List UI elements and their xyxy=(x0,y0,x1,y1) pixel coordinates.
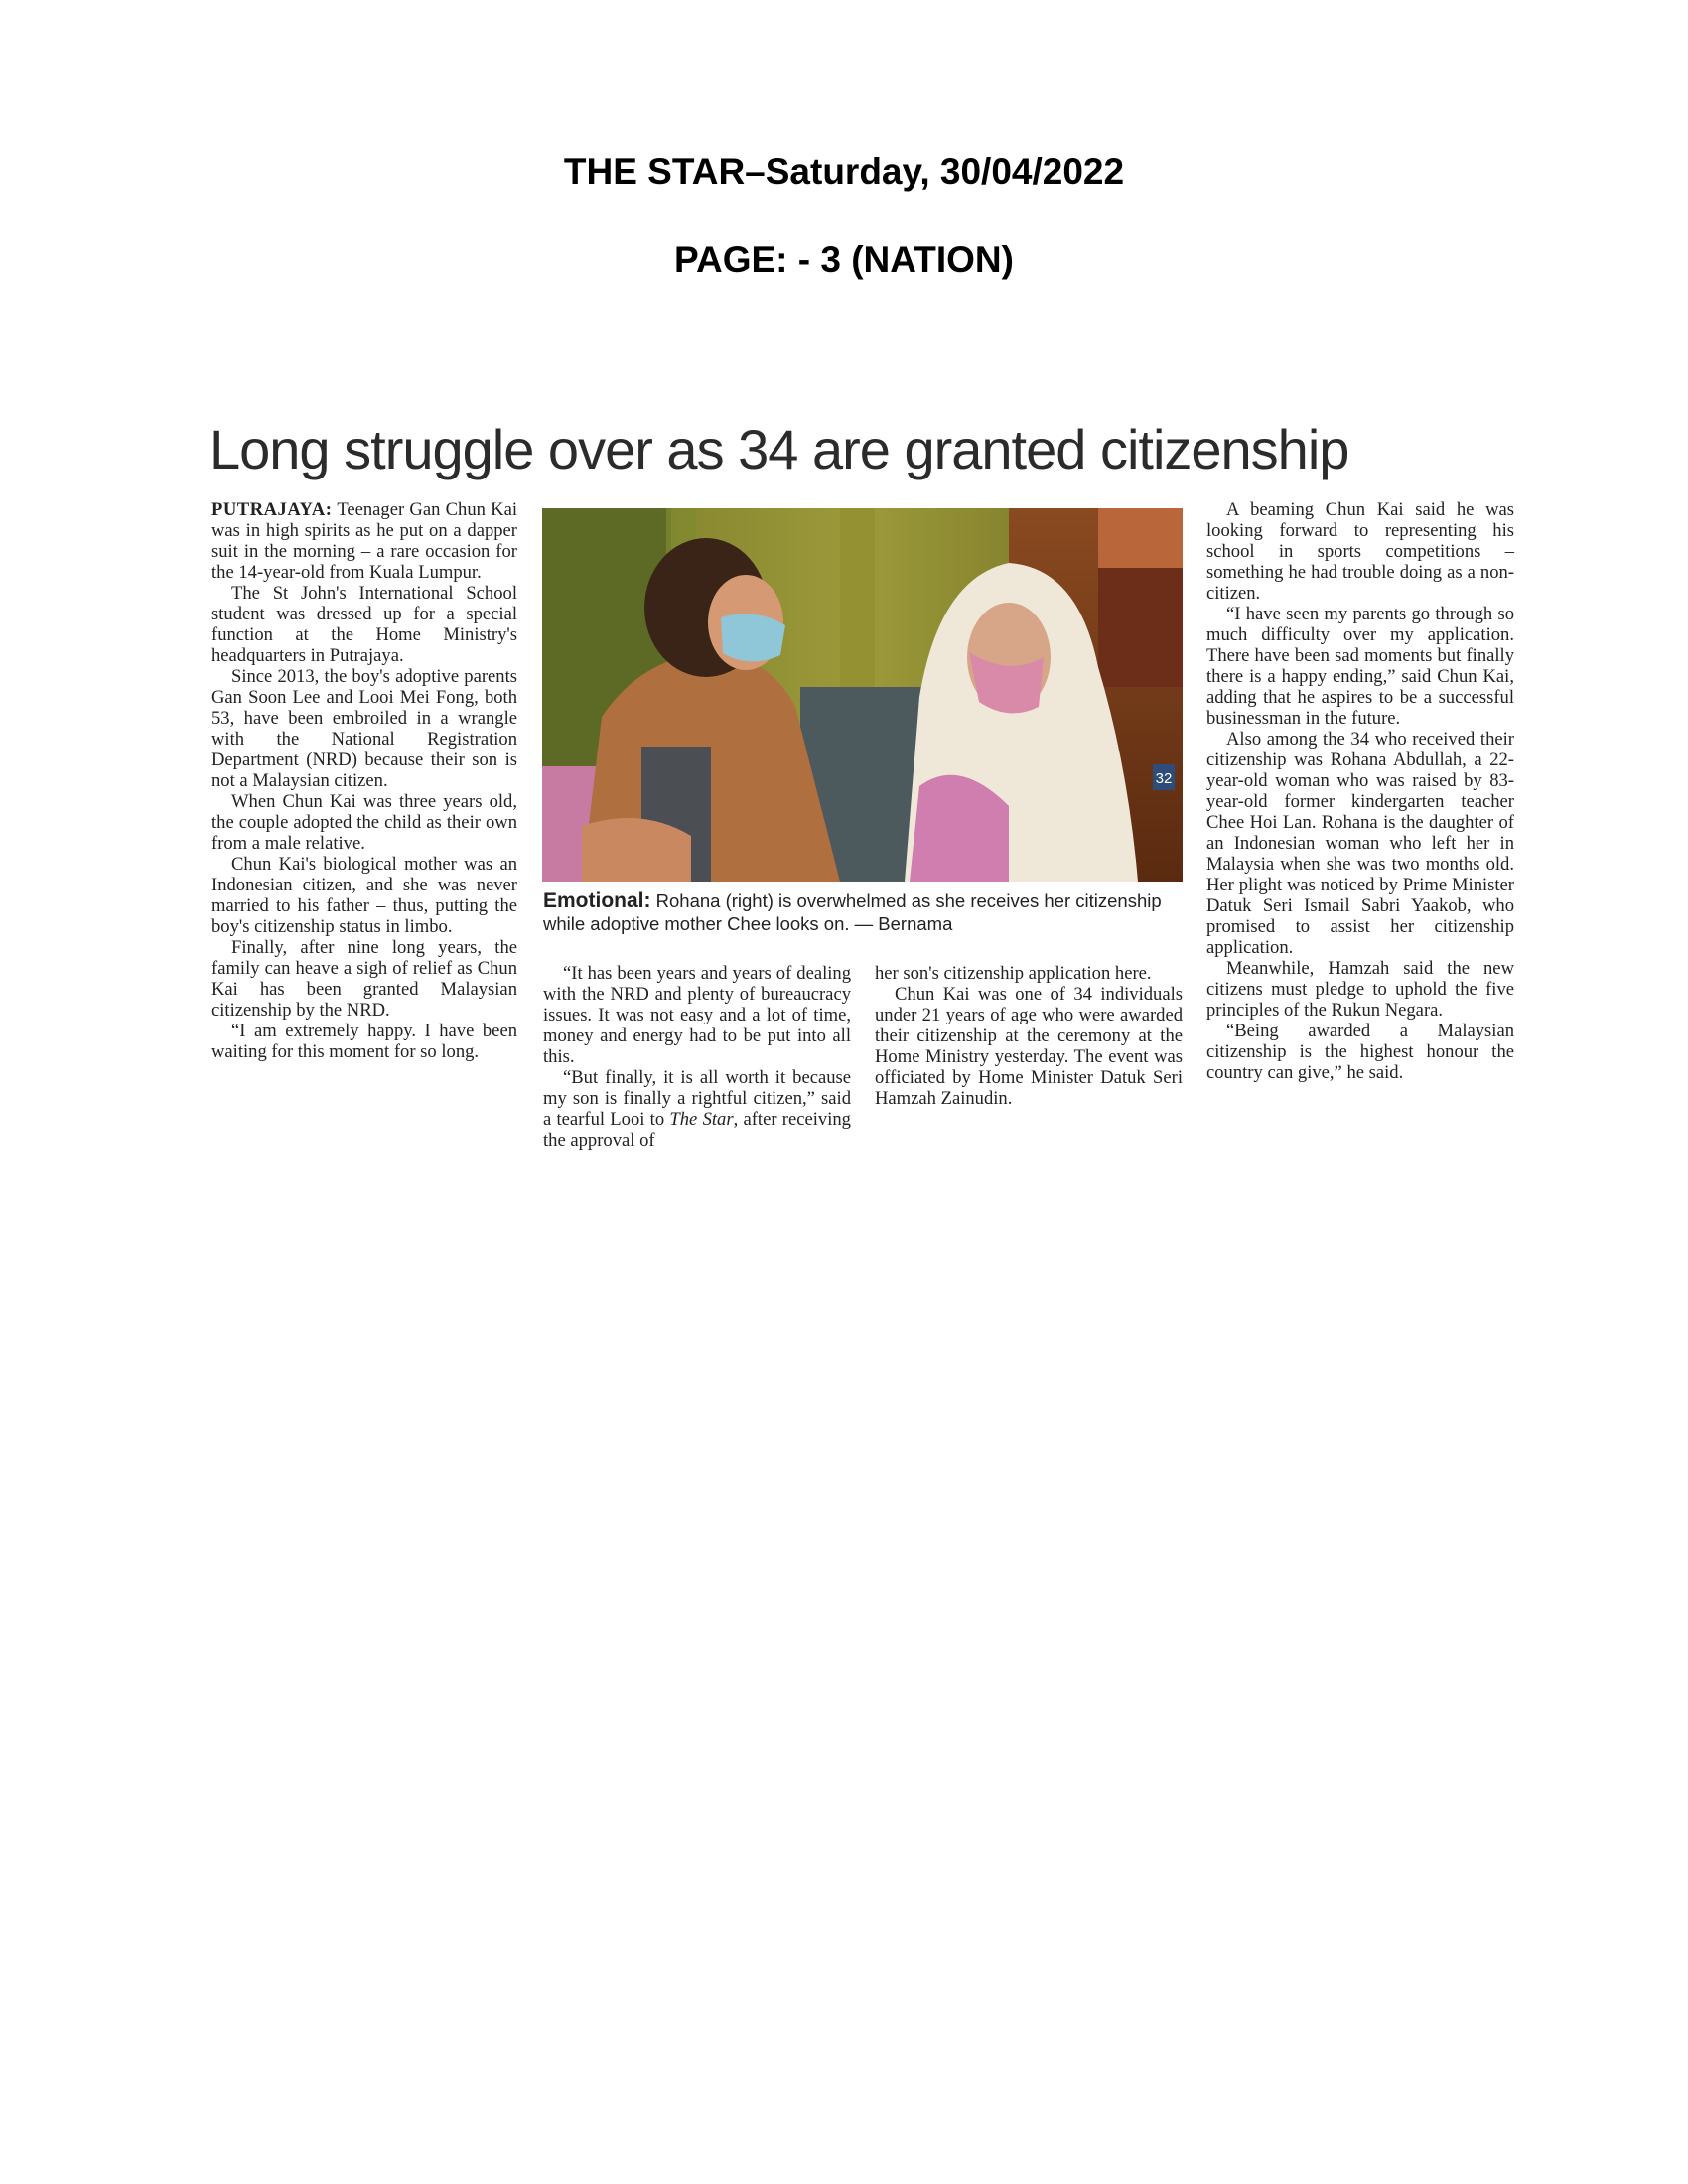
paragraph: “It has been years and years of dealing with the NRD and plenty of bureaucracy issues. It was not easy and a lot of time, money and energy had to be put into all this. xyxy=(543,963,851,1067)
paragraph xyxy=(211,499,517,583)
paragraph: Also among the 34 who received their citizenship was Rohana Abdullah, a 22-year-old woman who was raised by 83-year-old former kindergarten teacher Chee Hoi Lan. Rohana is the daughter of an Indonesian woman who left her in Malaysia when she was two months old. Her plight was noticed by Prime Minister Datuk Seri Ismail Sabri Yaakob, who promised to assist her citizenship application. xyxy=(1206,729,1514,958)
article-column-4 xyxy=(1206,499,1514,1083)
publication-line: THE STAR–Saturday, 30/04/2022 xyxy=(563,151,1125,192)
publication-name: The Star xyxy=(669,1109,734,1130)
dateline: PUTRAJAYA: xyxy=(211,499,333,520)
paragraph: Finally, after nine long years, the family can heave a sigh of relief as Chun Kai has been granted Malaysian citizenship by the NRD. xyxy=(211,937,517,1021)
caption-label: Emotional: xyxy=(543,889,651,912)
news-photo xyxy=(542,508,1183,882)
page-line: PAGE: - 3 (NATION) xyxy=(674,239,1014,280)
article-column-3 xyxy=(875,963,1183,1109)
paragraph: Chun Kai's biological mother was an Indonesian citizen, and she was never married to his father – thus, putting the boy's citizenship status in limbo. xyxy=(211,854,517,937)
paragraph: When Chun Kai was three years old, the couple adopted the child as their own from a male relative. xyxy=(211,791,517,854)
paragraph: “I am extremely happy. I have been waiting for this moment for so long. xyxy=(211,1021,517,1062)
paragraph-text: “But finally, it is all worth it because my son is finally a rightful citizen,” said a tearful Looi to xyxy=(543,1067,851,1130)
article-column-2 xyxy=(543,963,851,1151)
paragraph: Chun Kai was one of 34 individuals under 21 years of age who were awarded their citizenship at the ceremony at the Home Ministry yesterday. The event was officiated by Home Minister Datuk Seri Hamzah Zainudin. xyxy=(875,984,1183,1109)
paragraph: “I have seen my parents go through so much difficulty over my application. There have been sad moments but finally there is a happy ending,” said Chun Kai, adding that he aspires to be a successful businessman in the future. xyxy=(1206,604,1514,729)
photo-badge: 32 xyxy=(1155,770,1173,787)
photo-caption xyxy=(543,889,1184,935)
paragraph: her son's citizenship application here. xyxy=(875,963,1152,984)
paragraph: The St John's International School student was dressed up for a special function at the Home Ministry's headquarters in Putrajaya. xyxy=(211,583,517,666)
paragraph: “Being awarded a Malaysian citizenship is the highest honour the country can give,” he said. xyxy=(1206,1021,1514,1083)
article-headline: Long struggle over as 34 are granted citizenship xyxy=(210,418,1349,480)
paragraph: A beaming Chun Kai said he was looking forward to representing his school in sports competitions – something he had trouble doing as a non-citizen. xyxy=(1206,499,1514,604)
paragraph-text: , after receiving the approval of xyxy=(543,1109,851,1151)
paragraph xyxy=(543,1067,851,1151)
paragraph: Since 2013, the boy's adoptive parents Gan Soon Lee and Looi Mei Fong, both 53, have been embroiled in a wrangle with the National Registration Department (NRD) because their son is not a Malaysian citizen. xyxy=(211,666,517,791)
article-column-1 xyxy=(211,499,517,1062)
paragraph: Meanwhile, Hamzah said the new citizens must pledge to uphold the five principles of the Rukun Negara. xyxy=(1206,958,1514,1021)
paragraph-text: Teenager Gan Chun Kai was in high spirits as he put on a dapper suit in the morning – a rare occasion for the 14-year-old from Kuala Lumpur. xyxy=(211,499,517,583)
caption-text: Rohana (right) is overwhelmed as she receives her citizenship while adoptive mother Chee looks on. — Bernama xyxy=(543,890,1162,934)
